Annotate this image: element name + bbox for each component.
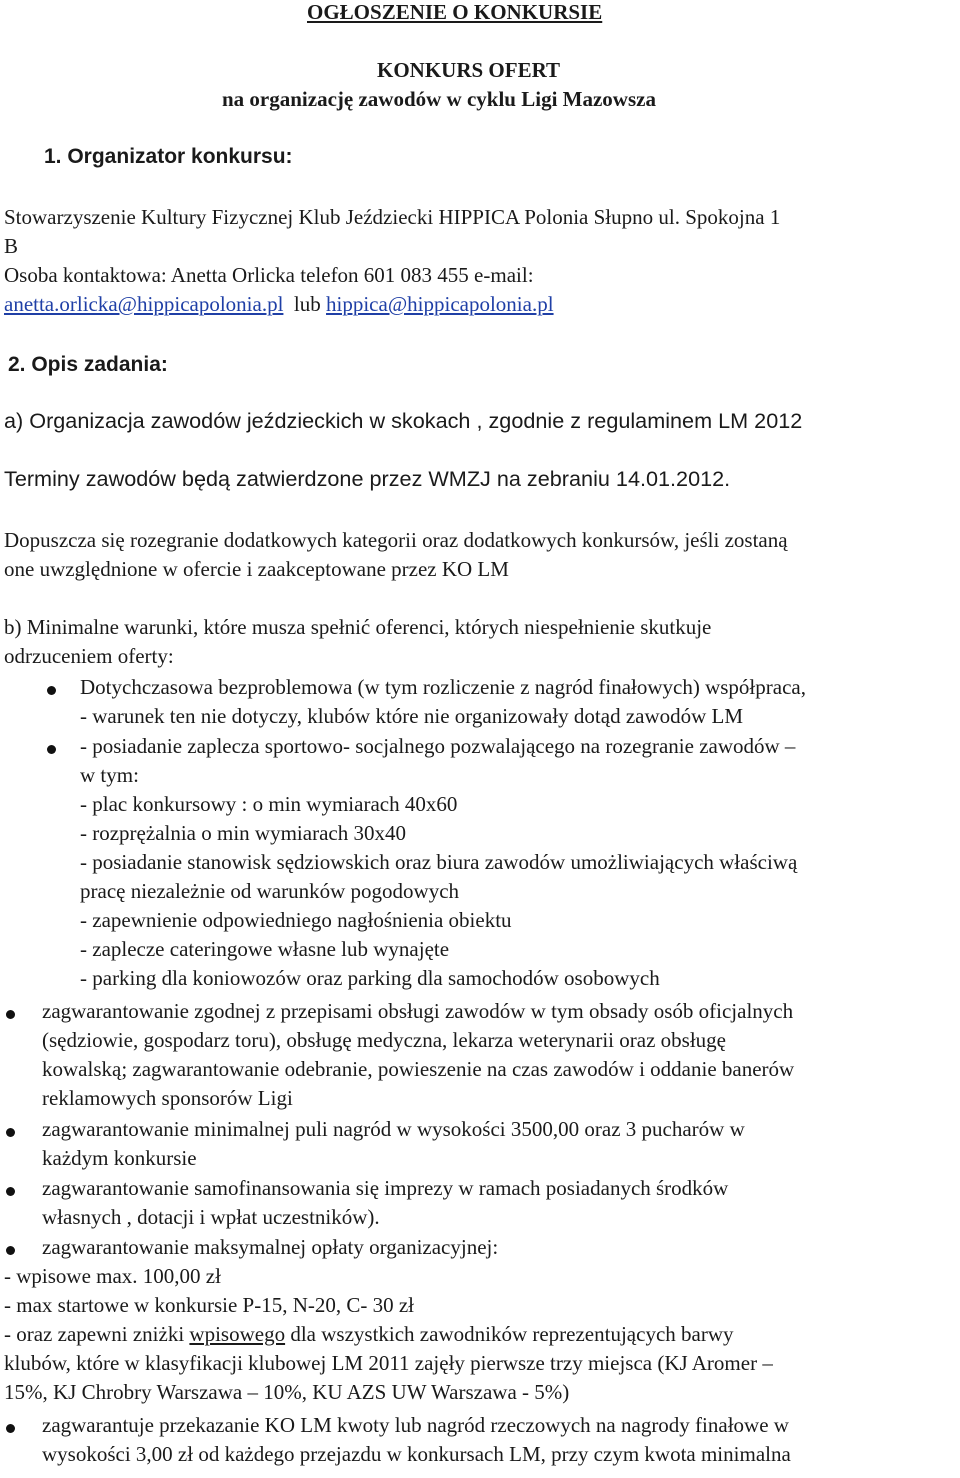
contact-line: Osoba kontaktowa: Anetta Orlicka telefon 601 083 455 e-mail: — [4, 263, 534, 287]
allow-line-2: one uwzględnione w ofercie i zaakceptowane przez KO LM — [4, 557, 509, 581]
bullet-icon — [6, 1010, 15, 1019]
page-subtitle: KONKURS OFERT — [377, 58, 561, 82]
or-text: lub — [293, 292, 321, 316]
email-line — [4, 290, 554, 318]
list-item-1-line-1: Dotychczasowa bezproblemowa (w tym rozliczenie z nagród finałowych) współpraca, — [80, 675, 806, 699]
bullet-icon — [47, 686, 56, 695]
discount-text-a: - oraz zapewni zniżki — [4, 1322, 190, 1346]
bullet-icon — [6, 1187, 15, 1196]
task-a: a) Organizacja zawodów jeździeckich w skokach , zgodnie z regulaminem LM 2012 — [4, 410, 803, 433]
list2-item-1-line-3: kowalską; zagwarantowanie odebranie, powieszenie na czas zawodów i oddanie banerów — [42, 1057, 795, 1081]
terms-line: Terminy zawodów będą zatwierdzone przez WMZJ na zebraniu 14.01.2012. — [4, 468, 731, 491]
organizer-line: Stowarzyszenie Kultury Fizycznej Klub Jeździecki HIPPICA Polonia Słupno ul. Spokojna 1 — [4, 205, 781, 229]
list2-item-1-line-1: zagwarantowanie zgodnej z przepisami obsługi zawodów w tym obsady osób oficjalnych — [42, 999, 794, 1023]
list-item-2-line-5: - posiadanie stanowisk sędziowskich oraz biura zawodów umożliwiających właściwą — [80, 850, 798, 874]
discount-text-underlined: wpisowego — [189, 1322, 286, 1346]
list2-item-5-line-2: wysokości 3,00 zł od każdego przejazdu w konkursach LM, przy czym kwota minimalna — [42, 1442, 791, 1466]
fee-line-2: - max startowe w konkursie P-15, N-20, C- 30 zł — [4, 1293, 415, 1317]
email-link-2[interactable]: hippica@hippicapolonia.pl — [326, 292, 554, 316]
list-item-2-line-8: - zaplecze cateringowe własne lub wynajęte — [80, 937, 450, 961]
discount-line-1 — [4, 1320, 734, 1348]
discount-text-b: dla wszystkich zawodników reprezentujących barwy — [285, 1322, 734, 1346]
section-1-heading: 1. Organizator konkursu: — [44, 145, 293, 168]
list2-item-2-line-1: zagwarantowanie minimalnej puli nagród w wysokości 3500,00 oraz 3 pucharów w — [42, 1117, 745, 1141]
page-title: OGŁOSZENIE O KONKURSIE — [307, 0, 603, 24]
list-item-2-line-4: - rozprężalnia o min wymiarach 30x40 — [80, 821, 406, 845]
discount-line-2: klubów, które w klasyfikacji klubowej LM 2011 zajęły pierwsze trzy miejsca (KJ Aromer – — [4, 1351, 773, 1375]
list-item-1-line-2: - warunek ten nie dotyczy, klubów które nie organizowały dotąd zawodów LM — [80, 704, 744, 728]
email-link-1[interactable]: anetta.orlicka@hippicapolonia.pl — [4, 292, 284, 316]
bullet-icon — [6, 1424, 15, 1433]
bullet-icon — [6, 1246, 15, 1255]
list2-item-5-line-1: zagwarantuje przekazanie KO LM kwoty lub nagród rzeczowych na nagrody finałowe w — [42, 1413, 789, 1437]
list2-item-1-line-4: reklamowych sponsorów Ligi — [42, 1086, 293, 1110]
list2-item-1-line-2: (sędziowie, gospodarz toru), obsługę medyczna, lekarza weterynarii oraz obsługę — [42, 1028, 726, 1052]
organizer-line-2: B — [4, 234, 19, 258]
list-item-2-line-6: pracę niezależnie od warunków pogodowych — [80, 879, 460, 903]
list2-item-4-line-1: zagwarantowanie maksymalnej opłaty organizacyjnej: — [42, 1235, 499, 1259]
list-item-2-line-7: - zapewnienie odpowiedniego nagłośnienia obiektu — [80, 908, 512, 932]
page-subtitle-2: na organizację zawodów w cyklu Ligi Mazowsza — [222, 87, 656, 111]
conditions-line-1: b) Minimalne warunki, które musza spełnić oferenci, których niespełnienie skutkuje — [4, 615, 712, 639]
list2-item-3-line-1: zagwarantowanie samofinansowania się imprezy w ramach posiadanych środków — [42, 1176, 729, 1200]
list-item-2-line-2: w tym: — [80, 763, 139, 787]
bullet-icon — [6, 1128, 15, 1137]
section-2-heading: 2. Opis zadania: — [8, 353, 168, 376]
list-item-2-line-3: - plac konkursowy : o min wymiarach 40x60 — [80, 792, 458, 816]
discount-line-3: 15%, KJ Chrobry Warszawa – 10%, KU AZS UW Warszawa - 5%) — [4, 1380, 570, 1404]
allow-line-1: Dopuszcza się rozegranie dodatkowych kategorii oraz dodatkowych konkursów, jeśli zostaną — [4, 528, 788, 552]
list2-item-2-line-2: każdym konkursie — [42, 1146, 197, 1170]
list-item-2-line-1: - posiadanie zaplecza sportowo- socjalnego pozwalającego na rozegranie zawodów – — [80, 734, 796, 758]
bullet-icon — [47, 745, 56, 754]
fee-line-1: - wpisowe max. 100,00 zł — [4, 1264, 221, 1288]
list-item-2-line-9: - parking dla koniowozów oraz parking dla samochodów osobowych — [80, 966, 660, 990]
list2-item-3-line-2: własnych , dotacji i wpłat uczestników). — [42, 1205, 380, 1229]
conditions-line-2: odrzuceniem oferty: — [4, 644, 174, 668]
